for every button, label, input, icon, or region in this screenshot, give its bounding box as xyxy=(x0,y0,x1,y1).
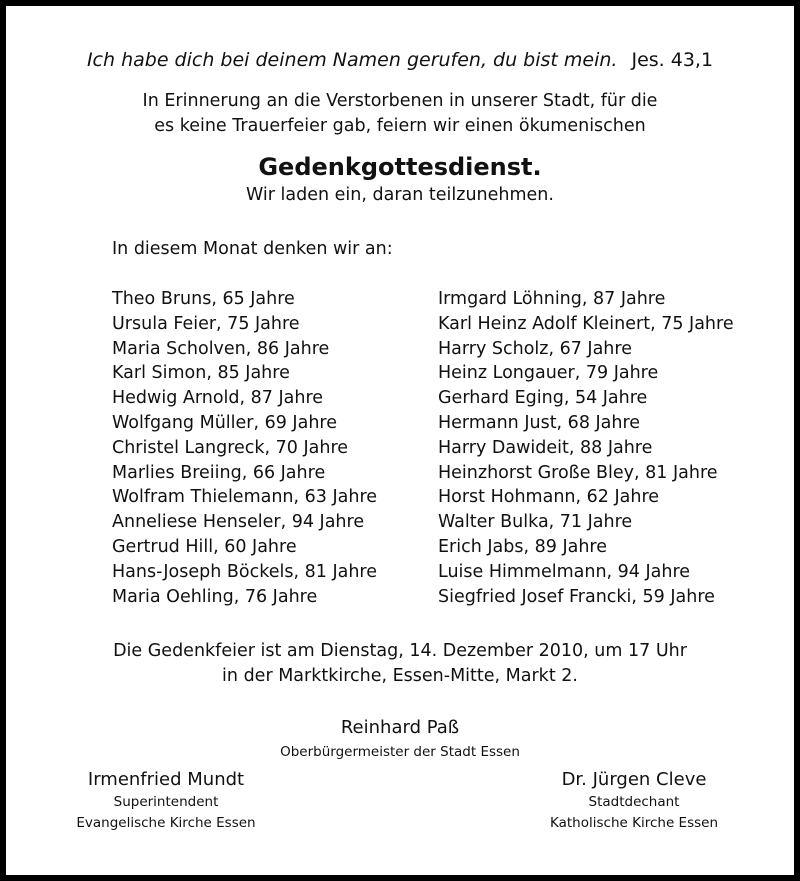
list-item: Hans-Joseph Böckels, 81 Jahre xyxy=(112,561,377,582)
list-item: Horst Hohmann, 62 Jahre xyxy=(438,487,660,508)
list-item: Maria Scholven, 86 Jahre xyxy=(112,338,330,359)
protestant-signatory-name: Irmenfried Mundt xyxy=(87,769,245,790)
list-item: Luise Himmelmann, 94 Jahre xyxy=(438,561,691,582)
list-item: Walter Bulka, 71 Jahre xyxy=(438,512,633,533)
list-item: Wolfgang Müller, 69 Jahre xyxy=(112,412,337,433)
list-item: Irmgard Löhning, 87 Jahre xyxy=(438,289,666,309)
mayor-name: Reinhard Paß xyxy=(340,717,460,738)
names-left-column xyxy=(112,287,377,609)
list-item: Erich Jabs, 89 Jahre xyxy=(438,536,608,557)
list-item: Anneliese Henseler, 94 Jahre xyxy=(112,512,365,533)
protestant-signatory-role: Superintendent xyxy=(113,794,219,810)
list-item: Marlies Breiing, 66 Jahre xyxy=(112,462,326,483)
intro-line-2: es keine Trauerfeier gab, feiern wir einen ökumenischen xyxy=(154,116,646,136)
list-item: Ursula Feier, 75 Jahre xyxy=(112,313,300,334)
list-item: Hedwig Arnold, 87 Jahre xyxy=(112,388,324,409)
list-item: Harry Dawideit, 88 Jahre xyxy=(438,437,653,458)
event-date-line: Die Gedenkfeier ist am Dienstag, 14. Dezember 2010, um 17 Uhr xyxy=(113,641,687,661)
verse-quote: Ich habe dich bei deinem Namen gerufen, du bist mein. xyxy=(86,49,618,71)
list-item: Siegfried Josef Francki, 59 Jahre xyxy=(438,586,715,607)
list-item: Gertrud Hill, 60 Jahre xyxy=(112,536,297,557)
list-item: Heinzhorst Große Bley, 81 Jahre xyxy=(438,462,718,483)
intro-line-1: In Erinnerung an die Verstorbenen in unserer Stadt, für die xyxy=(142,91,658,111)
catholic-signatory-name: Dr. Jürgen Cleve xyxy=(561,769,707,790)
memorial-heading: In diesem Monat denken wir an: xyxy=(112,239,393,259)
list-item: Theo Bruns, 65 Jahre xyxy=(112,289,295,309)
names-right-column xyxy=(438,287,734,609)
list-item: Karl Heinz Adolf Kleinert, 75 Jahre xyxy=(438,313,734,334)
list-item: Maria Oehling, 76 Jahre xyxy=(112,586,318,607)
list-item: Hermann Just, 68 Jahre xyxy=(438,412,641,433)
invitation-line: Wir laden ein, daran teilzunehmen. xyxy=(246,185,554,205)
bible-verse xyxy=(6,49,794,71)
mayor-title: Oberbürgermeister der Stadt Essen xyxy=(280,744,520,760)
verse-reference: Jes. 43,1 xyxy=(631,49,714,71)
event-location-line: in der Marktkirche, Essen-Mitte, Markt 2. xyxy=(222,666,578,686)
list-item: Christel Langreck, 70 Jahre xyxy=(112,437,349,458)
list-item: Heinz Longauer, 79 Jahre xyxy=(438,363,659,384)
list-item: Karl Simon, 85 Jahre xyxy=(112,363,290,384)
announcement-page xyxy=(6,6,794,875)
catholic-signatory-role: Stadtdechant xyxy=(588,794,680,810)
protestant-signatory-org: Evangelische Kirche Essen xyxy=(76,815,256,831)
service-title: Gedenkgottesdienst. xyxy=(258,153,542,181)
list-item: Wolfram Thielemann, 63 Jahre xyxy=(112,487,378,508)
list-item: Harry Scholz, 67 Jahre xyxy=(438,338,632,359)
list-item: Gerhard Eging, 54 Jahre xyxy=(438,388,648,409)
catholic-signatory-org: Katholische Kirche Essen xyxy=(550,815,718,831)
